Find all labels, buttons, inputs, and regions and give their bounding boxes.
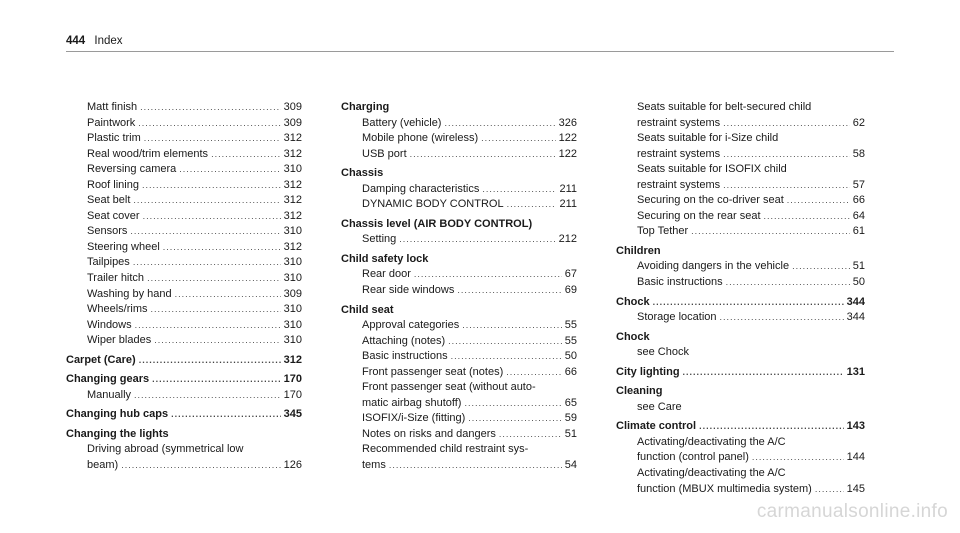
page-reference[interactable]: 58 — [852, 147, 865, 160]
index-subentry — [66, 240, 302, 256]
entry-text: USB port — [362, 147, 407, 160]
dot-leader — [133, 193, 280, 209]
index-heading — [66, 407, 302, 423]
dot-leader — [144, 131, 281, 147]
page-reference[interactable]: 170 — [283, 373, 302, 386]
dot-leader — [723, 178, 850, 194]
entry-text: Seat cover — [87, 209, 140, 222]
page-reference[interactable]: 50 — [852, 276, 865, 289]
index-subentry — [66, 333, 302, 349]
dot-leader — [815, 482, 844, 498]
index-heading — [341, 217, 577, 233]
page-reference[interactable]: 312 — [283, 132, 302, 145]
entry-text: Rear door — [362, 268, 411, 281]
index-subentry — [341, 131, 577, 147]
page-reference[interactable]: 69 — [564, 284, 577, 297]
page-reference[interactable]: 143 — [846, 420, 865, 433]
index-subentry — [341, 318, 577, 334]
entry-text: Recommended child restraint sys- — [362, 443, 529, 456]
entry-text: Children — [616, 244, 661, 257]
page-reference[interactable]: 55 — [564, 319, 577, 332]
entry-text: ISOFIX/i-Size (fitting) — [362, 412, 466, 425]
dot-leader — [723, 147, 850, 163]
dot-leader — [464, 396, 561, 412]
index-subentry — [616, 209, 865, 225]
page-reference[interactable]: 344 — [846, 295, 865, 308]
page-reference[interactable]: 312 — [283, 178, 302, 191]
index-subentry — [341, 365, 577, 381]
index-subentry — [616, 400, 865, 416]
entry-text: Manually — [87, 388, 132, 401]
index-subentry — [66, 442, 302, 458]
dot-leader — [130, 224, 280, 240]
index-subentry — [66, 255, 302, 271]
dot-leader — [142, 178, 281, 194]
page-reference[interactable]: 145 — [846, 482, 865, 495]
entry-text: Changing hub caps — [66, 408, 169, 421]
entry-text: Changing the lights — [66, 427, 169, 440]
index-subentry — [66, 100, 302, 116]
index-subentry — [341, 349, 577, 365]
page-reference[interactable]: 170 — [283, 388, 302, 401]
index-heading — [341, 252, 577, 268]
index-heading — [616, 330, 865, 346]
index-subentry — [341, 427, 577, 443]
entry-text: Basic instructions — [637, 276, 723, 289]
entry-text: restraint systems — [637, 116, 721, 129]
page-reference[interactable]: 59 — [564, 412, 577, 425]
dot-leader — [410, 147, 556, 163]
entry-text: Washing by hand — [87, 287, 172, 300]
dot-leader — [792, 259, 850, 275]
page-reference[interactable]: 310 — [283, 272, 302, 285]
entry-text: Wiper blades — [87, 334, 152, 347]
page-reference[interactable]: 122 — [558, 132, 577, 145]
entry-text: Mobile phone (wireless) — [362, 132, 479, 145]
page-reference[interactable]: 211 — [559, 182, 577, 195]
index-subentry — [341, 116, 577, 132]
page-reference[interactable]: 310 — [283, 225, 302, 238]
dot-leader — [482, 182, 556, 198]
page-reference[interactable]: 62 — [852, 116, 865, 129]
dot-leader — [653, 295, 844, 311]
entry-text: Securing on the co-driver seat — [637, 194, 784, 207]
entry-text: Front passenger seat (without auto- — [362, 381, 536, 394]
entry-text: Climate control — [616, 420, 697, 433]
entry-text: Chassis level (AIR BODY CONTROL) — [341, 217, 533, 230]
page-reference[interactable]: 50 — [564, 350, 577, 363]
dot-leader — [134, 388, 281, 404]
page-reference[interactable]: 345 — [283, 408, 302, 421]
index-heading — [616, 365, 865, 381]
page-reference[interactable]: 144 — [846, 451, 865, 464]
dot-leader — [691, 224, 850, 240]
entry-text: Matt finish — [87, 101, 138, 113]
watermark: carmanualsonline.info — [756, 501, 948, 522]
dot-leader — [726, 275, 850, 291]
page-reference[interactable]: 64 — [852, 209, 865, 222]
entry-text: Attaching (notes) — [362, 334, 446, 347]
entry-text: Tailpipes — [87, 256, 130, 269]
index-subentry — [616, 116, 865, 132]
entry-text: restraint systems — [637, 178, 721, 191]
index-subentry — [616, 275, 865, 291]
page-reference[interactable]: 131 — [846, 365, 865, 378]
index-subentry — [66, 318, 302, 334]
section-title: Index — [94, 35, 123, 47]
entry-text: Storage location — [637, 311, 717, 324]
index-heading — [616, 384, 865, 400]
index-subentry — [616, 310, 865, 326]
dot-leader — [139, 353, 281, 369]
entry-text: matic airbag shutoff) — [362, 396, 462, 409]
page-reference[interactable]: 126 — [283, 459, 302, 472]
index-subentry — [616, 482, 865, 498]
page-reference[interactable]: 312 — [283, 147, 302, 160]
entry-text: Activating/deactivating the A/C — [637, 467, 786, 480]
entry-text: City lighting — [616, 365, 680, 378]
entry-text: Carpet (Care) — [66, 353, 136, 366]
entry-text: Child safety lock — [341, 252, 429, 265]
dot-leader — [448, 334, 562, 350]
index-heading — [616, 295, 865, 311]
page-reference[interactable]: 310 — [283, 334, 302, 347]
page-reference[interactable]: 312 — [283, 240, 302, 253]
page-reference[interactable]: 67 — [564, 268, 577, 281]
dot-leader — [143, 209, 281, 225]
entry-text: Cleaning — [616, 385, 663, 398]
index-column-1 — [66, 100, 302, 474]
page-reference[interactable]: 310 — [283, 163, 302, 176]
page-reference[interactable]: 309 — [283, 101, 302, 113]
index-subentry — [616, 193, 865, 209]
entry-text: Windows — [87, 318, 132, 331]
page-reference[interactable]: 310 — [283, 318, 302, 331]
header-divider — [66, 51, 894, 52]
entry-text: beam) — [87, 459, 119, 472]
index-subentry — [616, 100, 865, 116]
dot-leader — [444, 116, 555, 132]
entry-text: Seat belt — [87, 194, 131, 207]
index-subentry — [341, 147, 577, 163]
index-heading — [341, 100, 577, 116]
dot-leader — [507, 197, 557, 213]
dot-leader — [175, 287, 281, 303]
index-subentry — [341, 411, 577, 427]
dot-leader — [683, 365, 844, 381]
page-reference[interactable]: 66 — [852, 194, 865, 207]
dot-leader — [152, 372, 281, 388]
dot-leader — [723, 116, 850, 132]
dot-leader — [451, 349, 562, 365]
entry-text: function (MBUX multimedia system) — [637, 482, 812, 495]
entry-text: Rear side windows — [362, 284, 455, 297]
dot-leader — [163, 240, 281, 256]
index-subentry — [341, 197, 577, 213]
index-subentry — [616, 435, 865, 451]
dot-leader — [154, 333, 280, 349]
index-subentry — [616, 259, 865, 275]
dot-leader — [133, 255, 281, 271]
index-subentry — [616, 131, 865, 147]
dot-leader — [140, 100, 281, 116]
index-heading — [66, 372, 302, 388]
entry-text: restraint systems — [637, 147, 721, 160]
entry-text: Notes on risks and dangers — [362, 427, 496, 440]
index-column-2 — [341, 100, 577, 474]
entry-text: Sensors — [87, 225, 128, 238]
entry-text: Charging — [341, 101, 390, 113]
entry-text: Steering wheel — [87, 240, 160, 253]
index-subentry — [616, 147, 865, 163]
page-reference[interactable]: 54 — [564, 459, 577, 472]
index-subentry — [66, 302, 302, 318]
dot-leader — [481, 131, 555, 147]
entry-text: Paintwork — [87, 116, 136, 129]
index-subentry — [341, 267, 577, 283]
index-subentry — [616, 345, 865, 361]
page-reference[interactable]: 55 — [564, 334, 577, 347]
entry-text: tems — [362, 459, 386, 472]
page-header — [66, 34, 123, 48]
entry-text: Damping characteristics — [362, 182, 480, 195]
page-reference[interactable]: 344 — [846, 311, 865, 324]
dot-leader — [147, 271, 281, 287]
index-subentry — [341, 334, 577, 350]
entry-text: Roof lining — [87, 178, 139, 191]
dot-leader — [389, 458, 562, 474]
entry-text: Real wood/trim elements — [87, 147, 209, 160]
index-heading — [616, 244, 865, 260]
entry-text: see Chock — [637, 346, 689, 359]
index-heading — [341, 303, 577, 319]
entry-text: Seats suitable for belt-secured child — [637, 101, 812, 113]
page-reference[interactable]: 212 — [558, 233, 577, 246]
page-reference[interactable]: 211 — [559, 198, 577, 211]
page-reference[interactable]: 310 — [283, 256, 302, 269]
entry-text: Top Tether — [637, 225, 689, 238]
index-subentry — [341, 182, 577, 198]
index-subentry — [66, 147, 302, 163]
index-subentry — [341, 232, 577, 248]
dot-leader — [468, 411, 561, 427]
entry-text: Child seat — [341, 303, 394, 316]
dot-leader — [764, 209, 850, 225]
dot-leader — [720, 310, 844, 326]
index-subentry — [66, 388, 302, 404]
dot-leader — [171, 407, 281, 423]
index-subentry — [341, 396, 577, 412]
index-subentry — [616, 162, 865, 178]
page-reference[interactable]: 310 — [283, 303, 302, 316]
index-heading — [66, 353, 302, 369]
dot-leader — [135, 318, 281, 334]
entry-text: Activating/deactivating the A/C — [637, 435, 786, 448]
entry-text: Chassis — [341, 167, 384, 180]
index-column-3 — [616, 100, 865, 497]
page-reference[interactable]: 61 — [852, 225, 865, 238]
dot-leader — [414, 267, 562, 283]
index-subentry — [66, 287, 302, 303]
entry-text: Wheels/rims — [87, 303, 148, 316]
index-heading — [66, 427, 302, 443]
index-subentry — [66, 271, 302, 287]
index-subentry — [616, 178, 865, 194]
dot-leader — [399, 232, 555, 248]
index-subentry — [616, 466, 865, 482]
entry-text: Avoiding dangers in the vehicle — [637, 260, 790, 273]
page-reference[interactable]: 57 — [852, 178, 865, 191]
index-subentry — [341, 283, 577, 299]
entry-text: Reversing camera — [87, 163, 177, 176]
index-subentry — [66, 209, 302, 225]
index-subentry — [66, 162, 302, 178]
entry-text: Securing on the rear seat — [637, 209, 761, 222]
dot-leader — [179, 162, 280, 178]
entry-text: function (control panel) — [637, 451, 749, 464]
index-heading — [616, 419, 865, 435]
index-subentry — [66, 116, 302, 132]
dot-leader — [787, 193, 850, 209]
entry-text: Plastic trim — [87, 132, 141, 145]
index-subentry — [66, 224, 302, 240]
index-subentry — [341, 458, 577, 474]
dot-leader — [752, 450, 844, 466]
index-subentry — [341, 442, 577, 458]
dot-leader — [506, 365, 562, 381]
index-subentry — [616, 450, 865, 466]
entry-text: Chock — [616, 330, 650, 343]
entry-text: Seats suitable for i-Size child — [637, 132, 779, 145]
index-subentry — [341, 380, 577, 396]
entry-text: Setting — [362, 233, 397, 246]
dot-leader — [151, 302, 281, 318]
dot-leader — [457, 283, 561, 299]
page-reference[interactable]: 309 — [283, 287, 302, 300]
entry-text: Approval categories — [362, 319, 460, 332]
entry-text: Seats suitable for ISOFIX child — [637, 163, 787, 176]
entry-text: Basic instructions — [362, 350, 448, 363]
index-subentry — [66, 178, 302, 194]
page-reference[interactable]: 66 — [564, 365, 577, 378]
page-reference[interactable]: 309 — [283, 116, 302, 129]
entry-text: Trailer hitch — [87, 272, 145, 285]
page-reference[interactable]: 312 — [283, 353, 302, 366]
entry-text: see Care — [637, 400, 682, 413]
dot-leader — [462, 318, 562, 334]
index-subentry — [616, 224, 865, 240]
page-reference[interactable]: 312 — [283, 209, 302, 222]
index-subentry — [66, 458, 302, 474]
dot-leader — [499, 427, 562, 443]
entry-text: DYNAMIC BODY CONTROL — [362, 198, 504, 211]
dot-leader — [121, 458, 280, 474]
entry-text: Battery (vehicle) — [362, 116, 442, 129]
index-subentry — [66, 193, 302, 209]
dot-leader — [138, 116, 280, 132]
page-reference[interactable]: 65 — [564, 396, 577, 409]
dot-leader — [211, 147, 281, 163]
page-reference[interactable]: 51 — [852, 260, 865, 273]
dot-leader — [699, 419, 844, 435]
index-subentry — [66, 131, 302, 147]
index-heading — [341, 166, 577, 182]
page-reference[interactable]: 312 — [283, 194, 302, 207]
page-reference[interactable]: 122 — [558, 147, 577, 160]
entry-text: Changing gears — [66, 373, 150, 386]
entry-text: Chock — [616, 295, 650, 308]
page-reference[interactable]: 326 — [558, 116, 577, 129]
page-reference[interactable]: 51 — [564, 427, 577, 440]
entry-text: Driving abroad (symmetrical low — [87, 443, 244, 456]
page-number: 444 — [66, 35, 86, 47]
entry-text: Front passenger seat (notes) — [362, 365, 504, 378]
